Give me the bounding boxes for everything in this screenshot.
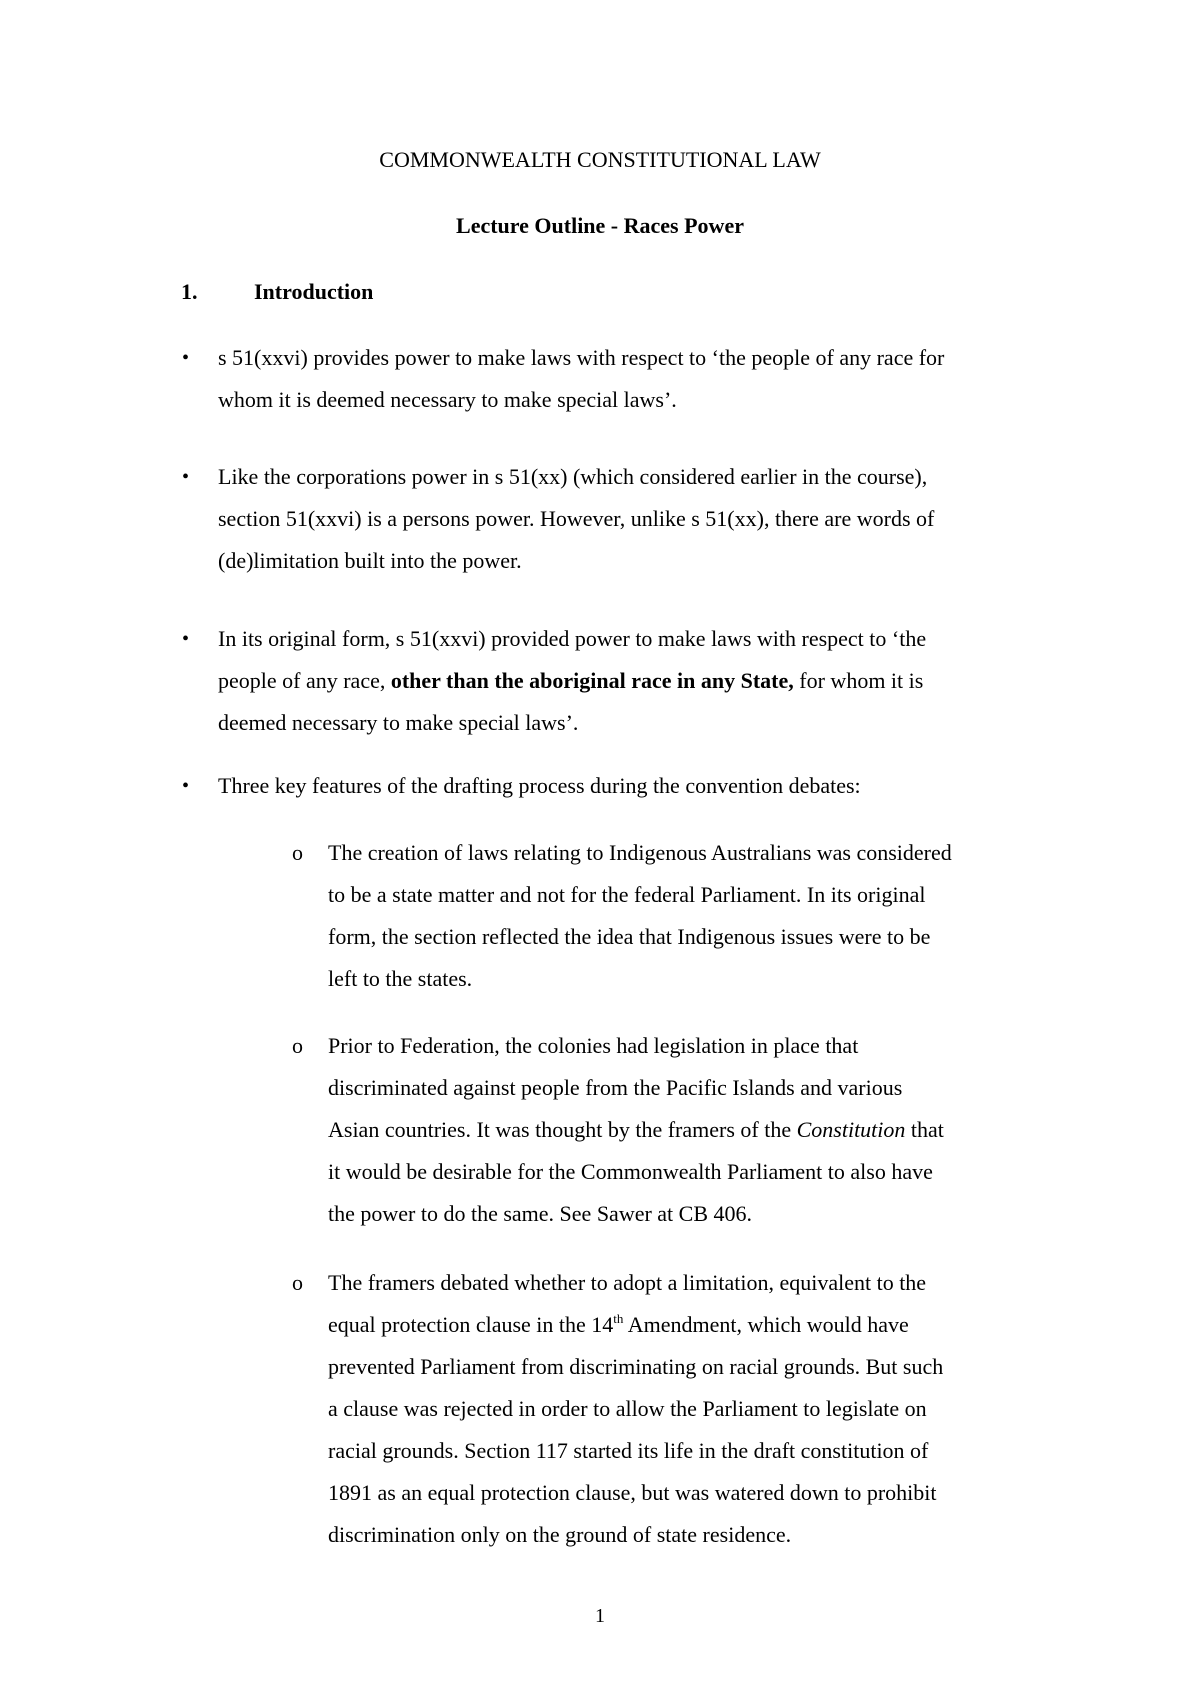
sub-bullet-text-line bbox=[328, 1304, 1028, 1346]
sub-bullet-text-line: a clause was rejected in order to allow the Parliament to legislate on bbox=[328, 1396, 927, 1421]
sub-bullet-text-line: discrimination only on the ground of state residence. bbox=[328, 1522, 792, 1547]
document-title: COMMONWEALTH CONSTITUTIONAL LAW bbox=[379, 147, 821, 172]
sub-bullet-text-line: The framers debated whether to adopt a limitation, equivalent to the bbox=[328, 1270, 927, 1295]
sub-bullet-icon: o bbox=[292, 1033, 303, 1058]
bullet-text-line: Three key features of the drafting process during the convention debates: bbox=[218, 773, 861, 798]
sub-bullet-text-line: form, the section reflected the idea that Indigenous issues were to be bbox=[328, 924, 931, 949]
italic-constitution-text: Constitution bbox=[796, 1117, 906, 1142]
bullet-text-line bbox=[218, 660, 1028, 702]
bullet-bold-text: other than the aboriginal race in any State, bbox=[390, 668, 794, 693]
bullet-icon: • bbox=[182, 628, 190, 650]
sub-bullet-text-line: discriminated against people from the Pacific Islands and various bbox=[328, 1075, 903, 1100]
bullet-text-line: In its original form, s 51(xxvi) provided power to make laws with respect to ‘the bbox=[218, 626, 927, 651]
sub-bullet-item bbox=[292, 832, 1028, 1000]
sub-bullet-text-line: racial grounds. Section 117 started its life in the draft constitution of bbox=[328, 1438, 929, 1463]
section-heading-text: Introduction bbox=[254, 279, 374, 304]
sub-bullet-text-line: 1891 as an equal protection clause, but was watered down to prohibit bbox=[328, 1480, 937, 1505]
sub-bullet-text-line: the power to do the same. See Sawer at CB 406. bbox=[328, 1201, 753, 1226]
sub-bullet-text-line: it would be desirable for the Commonwealth Parliament to also have bbox=[328, 1159, 933, 1184]
bullet-text-line: s 51(xxvi) provides power to make laws with respect to ‘the people of any race for bbox=[218, 345, 945, 370]
bullet-text-line: (de)limitation built into the power. bbox=[218, 548, 522, 573]
bullet-icon: • bbox=[182, 347, 190, 369]
sub-bullet-text-line: prevented Parliament from discriminating on racial grounds. But such bbox=[328, 1354, 944, 1379]
sub-bullet-text-line bbox=[328, 1109, 1028, 1151]
sub-bullet-text-segment: that bbox=[905, 1117, 944, 1142]
bullet-item bbox=[182, 337, 1028, 421]
sub-bullet-text-segment: Asian countries. It was thought by the framers of the bbox=[328, 1117, 797, 1142]
superscript-text: th bbox=[613, 1311, 624, 1326]
sub-bullet-item bbox=[292, 1262, 1028, 1556]
sub-bullet-item bbox=[292, 1025, 1028, 1235]
document-subtitle: Lecture Outline - Races Power bbox=[456, 213, 744, 238]
sub-bullet-text-line: to be a state matter and not for the federal Parliament. In its original bbox=[328, 882, 926, 907]
page-number: 1 bbox=[595, 1605, 605, 1627]
bullet-text-line: Like the corporations power in s 51(xx) (which considered earlier in the course), bbox=[218, 464, 928, 489]
bullet-text-segment: people of any race, bbox=[218, 668, 391, 693]
bullet-text-line: whom it is deemed necessary to make special laws’. bbox=[218, 387, 677, 412]
bullet-text-line: section 51(xxvi) is a persons power. However, unlike s 51(xx), there are words of bbox=[218, 506, 935, 531]
bullet-item bbox=[182, 456, 1028, 582]
bullet-item bbox=[182, 618, 1028, 744]
sub-bullet-icon: o bbox=[292, 840, 303, 865]
bullet-text-segment: for whom it is bbox=[793, 668, 924, 693]
sub-bullet-text-line: The creation of laws relating to Indigenous Australians was considered bbox=[328, 840, 952, 865]
sub-bullet-text-segment: Amendment, which would have bbox=[623, 1312, 909, 1337]
bullet-icon: • bbox=[182, 775, 190, 797]
sub-bullet-text-segment: equal protection clause in the 14 bbox=[328, 1312, 614, 1337]
sub-bullet-text-line: Prior to Federation, the colonies had legislation in place that bbox=[328, 1033, 859, 1058]
section-number: 1. bbox=[181, 279, 198, 304]
bullet-item bbox=[182, 765, 1028, 807]
sub-bullet-icon: o bbox=[292, 1270, 303, 1295]
sub-bullet-text-line: left to the states. bbox=[328, 966, 473, 991]
bullet-icon: • bbox=[182, 466, 190, 488]
bullet-text-line: deemed necessary to make special laws’. bbox=[218, 710, 579, 735]
